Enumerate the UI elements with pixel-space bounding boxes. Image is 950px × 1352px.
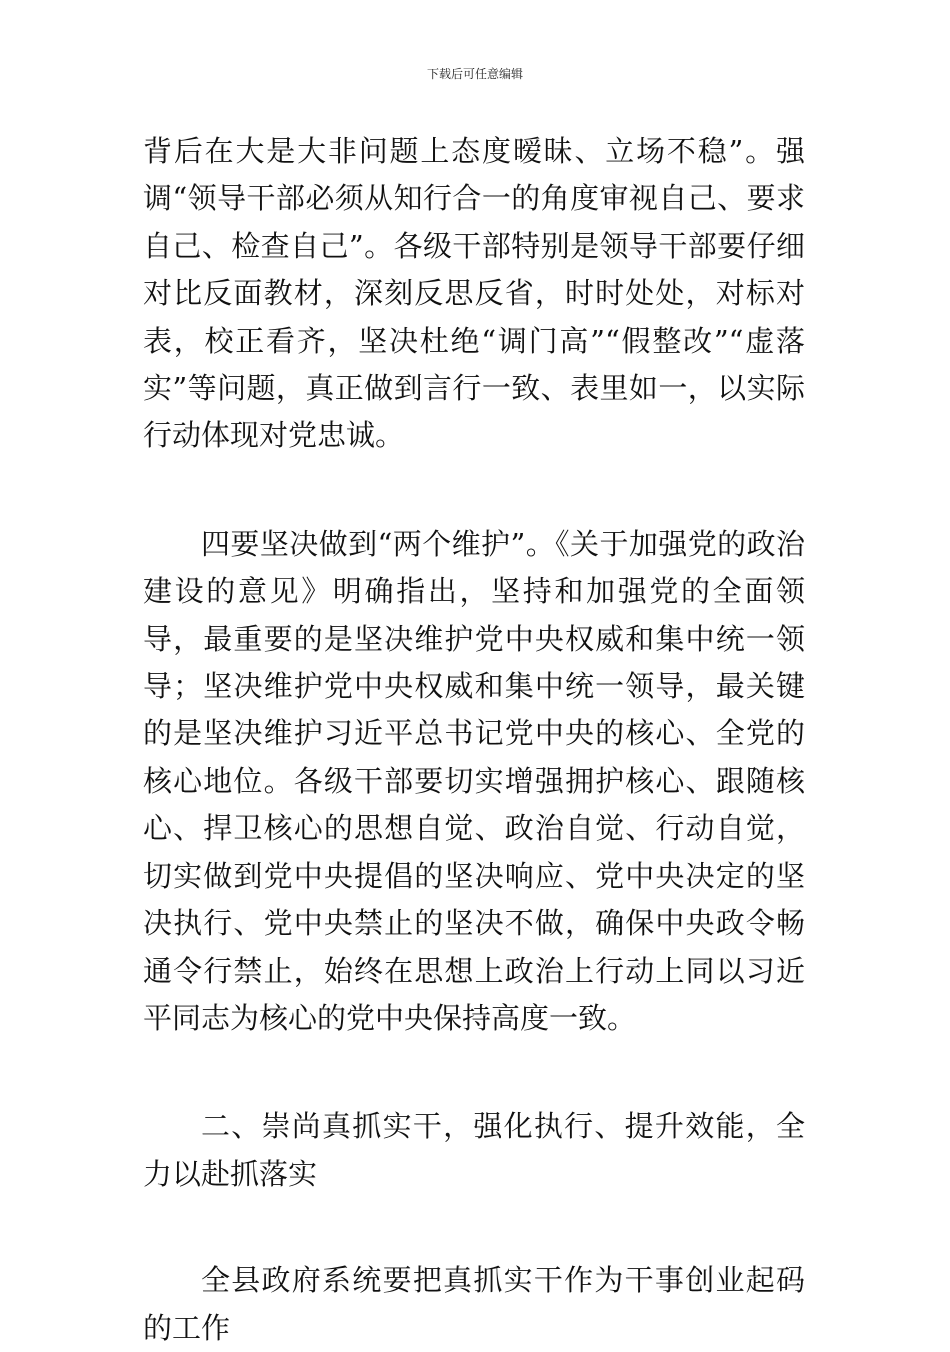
paragraph-3: 全县政府系统要把真抓实干作为干事创业起码的工作	[143, 1263, 805, 1345]
paragraph-spacer	[143, 1198, 805, 1257]
paragraph-spacer	[143, 460, 805, 521]
paragraph-spacer	[143, 1042, 805, 1103]
paragraph-2: 四要坚决做到“两个维护”。《关于加强党的政治建设的意见》明确指出，坚持和加强党的全面领导，最重要的是坚决维护党中央权威和集中统一领导；坚决维护党中央权威和集中统一领导，最关键的是坚决维护习近平总书记党中央的核心、全党的核心地位。各级干部要切实增强拥护核心、跟随核心、捍卫核心的思想自觉、政治自觉、行动自觉，切实做到党中央提倡的坚决响应、党中央决定的坚决执行、党中央禁止的坚决不做，确保中央政令畅通令行禁止，始终在思想上政治上行动上同以习近平同志为核心的党中央保持高度一致。	[143, 526, 805, 1035]
page-header-note: 下载后可任意编辑	[426, 67, 523, 81]
section-heading: 二、崇尚真抓实干，强化执行、提升效能，全力以赴抓落实	[143, 1109, 805, 1191]
paragraph-1: 背后在大是大非问题上态度暧昧、立场不稳”。强调“领导干部必须从知行合一的角度审视自己、要求自己、检查自己”。各级干部特别是领导干部要仔细对比反面教材，深刻反思反省，时时处处，对标对表，校正看齐，坚决杜绝“调门高”“假整改”“虚落实”等问题，真正做到言行一致、表里如一，以实际行动体现对党忠诚。	[143, 134, 805, 453]
document-body	[143, 128, 805, 1352]
